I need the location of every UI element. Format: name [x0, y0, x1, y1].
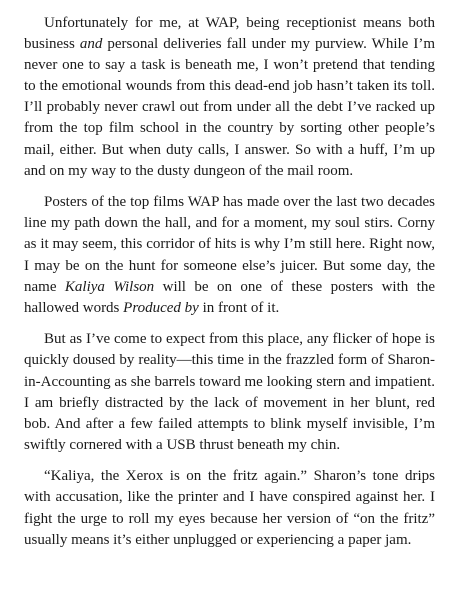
paragraph-2 — [24, 192, 435, 319]
text-segment: will be on one of these posters with the hallowed words — [24, 278, 435, 316]
paragraph-3 — [24, 329, 435, 456]
paragraph-1 — [24, 13, 435, 182]
text-segment: “Kaliya, the Xerox is on the fritz again.” Sharon’s tone drips with accusation, like the printer and I have conspired against her. I fight the urge to roll my eyes because her version of “on the fritz” usually means it’s either unplugged or experiencing a paper jam. — [24, 468, 435, 548]
emphasis-name: Kaliya Wilson — [64, 278, 155, 295]
text-segment: But as I’ve come to expect from this place, any flicker of hope is quickly doused by reality—this time in the frazzled form of Sharon-in-Accounting as she barrels toward me looking stern and impatient. I am briefly distracted by the lack of movement in her blunt, red bob. And after a few failed attempts to blink myself invisible, I’m swiftly cornered with a USB thrust beneath my chin. — [24, 331, 435, 453]
text-segment: Unfortunately for me, at WAP, being receptionist means both business — [24, 15, 435, 53]
book-page — [24, 13, 435, 551]
text-segment: personal deliveries fall under my purview. While I’m never one to say a task is beneath me, I won’t pretend that tending to the emotional wounds from this dead-end job hasn’t taken its toll. I’ll probably never crawl out from under all the debt I’ve racked up from the top film school in the country by sorting other people’s mail, either. But when duty calls, I answer. So with a huff, I’m up and on my way to the dusty dungeon of the mail room. — [24, 36, 435, 179]
emphasis-and: and — [79, 36, 103, 53]
text-segment: Posters of the top films WAP has made over the last two decades line my path down the hall, and for a moment, my soul stirs. Corny as it may seem, this corridor of hits is why I’m still here. Right now, I may be on the hunt for someone else’s juicer. But some day, the name — [24, 194, 435, 295]
emphasis-produced-by: Produced by — [123, 299, 199, 316]
text-segment: in front of it. — [198, 299, 280, 316]
paragraph-4 — [24, 466, 435, 550]
